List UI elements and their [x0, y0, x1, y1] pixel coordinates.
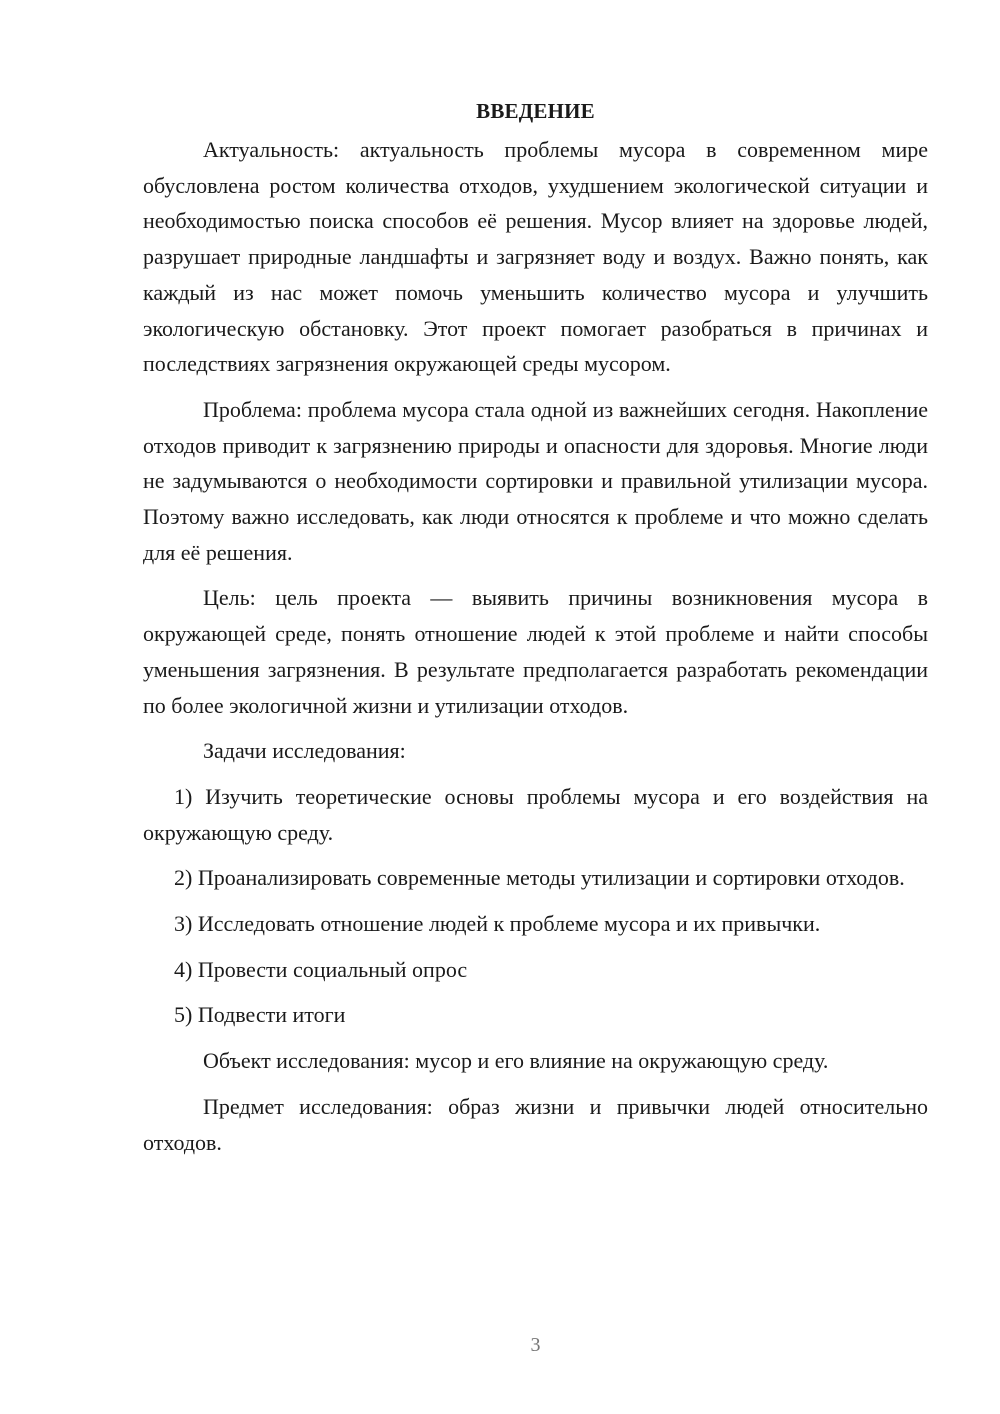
- task-item-1: 1) Изучить теоретические основы проблемы мусора и его воздействия на окружающую среду.: [143, 783, 928, 845]
- paragraph-tasks-title: Задачи исследования:: [203, 738, 406, 764]
- task-item-2: 2) Проанализировать современные методы утилизации и сортировки отходов.: [174, 865, 905, 891]
- task-item-3: 3) Исследовать отношение людей к проблеме мусора и их привычки.: [174, 911, 821, 937]
- paragraph-object: Объект исследования: мусор и его влияние на окружающую среду.: [203, 1048, 829, 1074]
- paragraph-relevance: Актуальность: актуальность проблемы мусора в современном мире обусловлена ростом количества отходов, ухудшением экологической ситуации и необходимостью поиска способов её решения. Мусор влияет на здоровье людей, разрушает природные ландшафты и загрязняет воду и воздух. Важно понять, как каждый из нас может помочь уменьшить количество мусора и улучшить экологическую обстановку. Этот проект помогает разобраться в причинах и последствиях загрязнения окружающей среды мусором.: [143, 137, 928, 377]
- page-number: 3: [530, 1334, 541, 1356]
- paragraph-problem: Проблема: проблема мусора стала одной из важнейших сегодня. Накопление отходов приводит к загрязнению природы и опасности для здоровья. Многие люди не задумываются о необходимости сортировки и правильной утилизации мусора. Поэтому важно исследовать, как люди относятся к проблеме и что можно сделать для её решения.: [143, 396, 928, 565]
- paragraph-subject: Предмет исследования: образ жизни и привычки людей относительно отходов.: [143, 1093, 928, 1155]
- task-item-5: 5) Подвести итоги: [174, 1002, 346, 1028]
- task-item-4: 4) Провести социальный опрос: [174, 956, 468, 982]
- paragraph-goal: Цель: цель проекта — выявить причины возникновения мусора в окружающей среде, понять отношение людей к этой проблеме и найти способы уменьшения загрязнения. В результате предполагается разработать рекомендации по более экологичной жизни и утилизации отходов.: [143, 585, 928, 718]
- document-page: [143, 96, 928, 1170]
- section-heading: ВВЕДЕНИЕ: [476, 99, 595, 123]
